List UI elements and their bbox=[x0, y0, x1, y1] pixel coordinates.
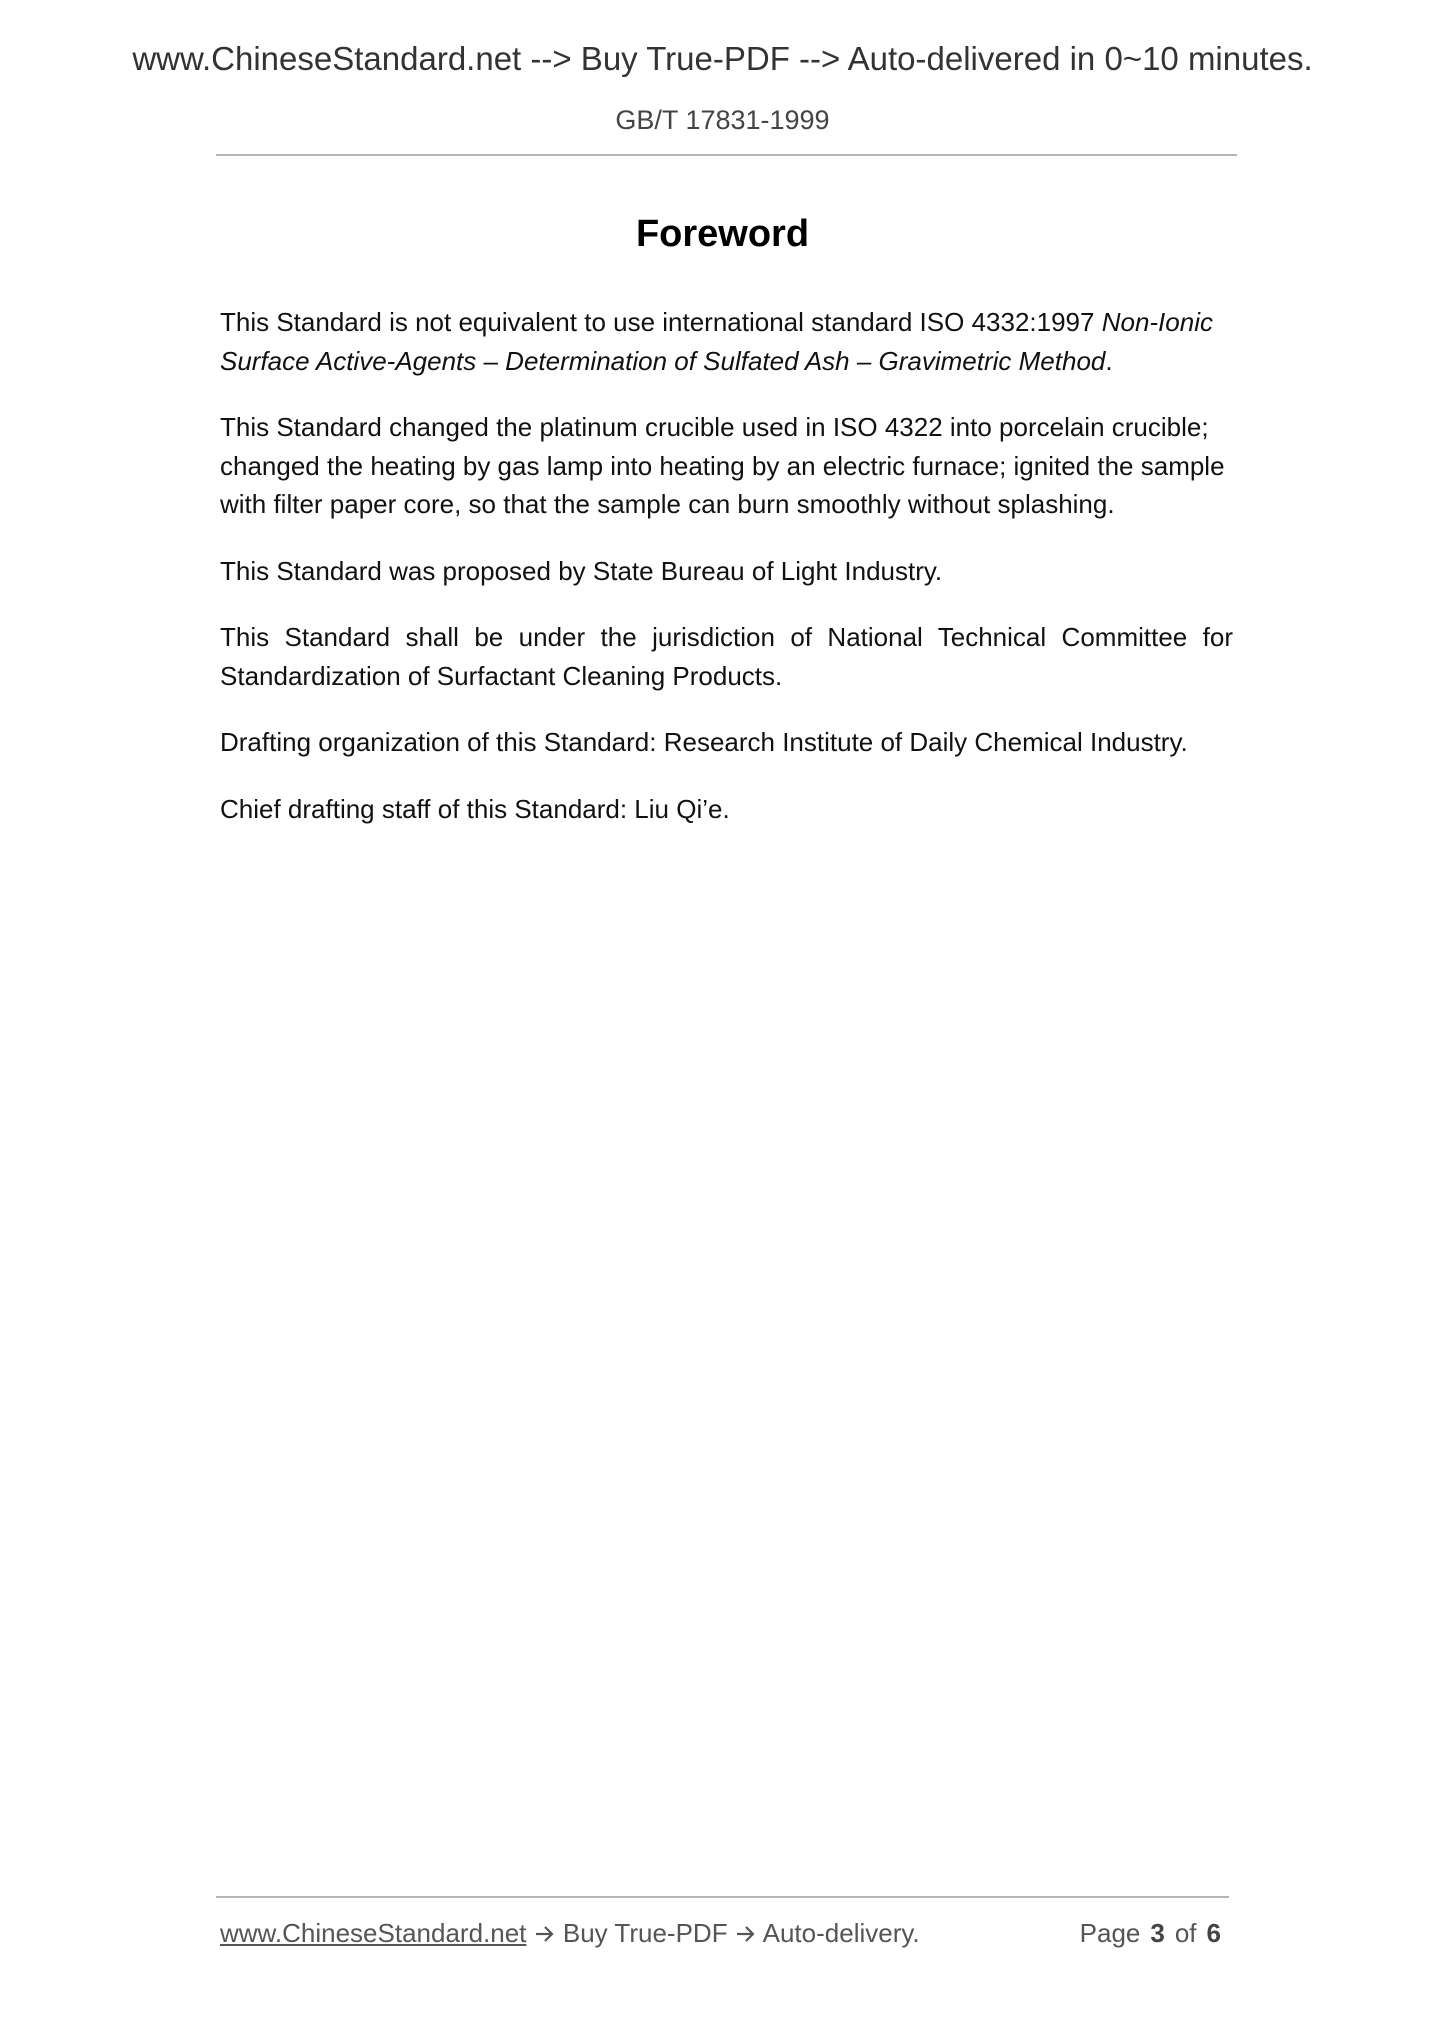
right-arrow-icon bbox=[534, 1918, 556, 1948]
paragraph-jurisdiction: This Standard shall be under the jurisdiction of National Technical Committee for Standardization of Surfactant Cleaning Products. bbox=[220, 622, 1233, 691]
header-divider bbox=[216, 154, 1237, 156]
top-banner: www.ChineseStandard.net --> Buy True-PDF --> Auto-delivered in 0~10 minutes. bbox=[132, 40, 1313, 77]
paragraph-drafting-organization: Drafting organization of this Standard: Research Institute of Daily Chemical Industry. bbox=[220, 727, 1188, 757]
paragraph-equivalence bbox=[220, 303, 1233, 380]
page-label: Page bbox=[1079, 1918, 1141, 1948]
page-title: Foreword bbox=[635, 213, 810, 255]
paragraph-equivalence-text: This Standard is not equivalent to use international standard ISO 4332:1997 bbox=[220, 307, 1102, 337]
of-label: of bbox=[1174, 1918, 1197, 1948]
iso-standard-title: Non-Ionic Surface Active-Agents – Determination of Sulfated Ash – Gravimetric Method bbox=[220, 307, 1213, 376]
total-pages: 6 bbox=[1206, 1918, 1221, 1948]
paragraph-drafting-staff: Chief drafting staff of this Standard: Liu Qi’e. bbox=[220, 793, 730, 824]
current-page: 3 bbox=[1150, 1918, 1165, 1948]
site-link[interactable]: www.ChineseStandard.net bbox=[220, 1918, 527, 1948]
page-number bbox=[1080, 1918, 1221, 1949]
auto-delivery-label: Auto-delivery. bbox=[762, 1918, 920, 1948]
foreword-body bbox=[220, 303, 1233, 856]
paragraph-changes: This Standard changed the platinum crucible used in ISO 4322 into porcelain crucible; changed the heating by gas lamp into heating by an electric furnace; ignited the sample with filter paper core, so that the sample can burn smoothly without splashing. bbox=[220, 412, 1225, 519]
paragraph-equivalence-end: . bbox=[1105, 345, 1113, 376]
document-code: GB/T 17831-1999 bbox=[615, 105, 830, 135]
right-arrow-icon bbox=[735, 1918, 757, 1948]
buy-true-pdf-label: Buy True-PDF bbox=[562, 1918, 728, 1948]
footer-divider bbox=[216, 1896, 1229, 1898]
paragraph-proposed: This Standard was proposed by State Bureau of Light Industry. bbox=[220, 555, 943, 586]
page-footer bbox=[220, 1918, 1229, 1958]
footer-promo bbox=[220, 1918, 920, 1949]
